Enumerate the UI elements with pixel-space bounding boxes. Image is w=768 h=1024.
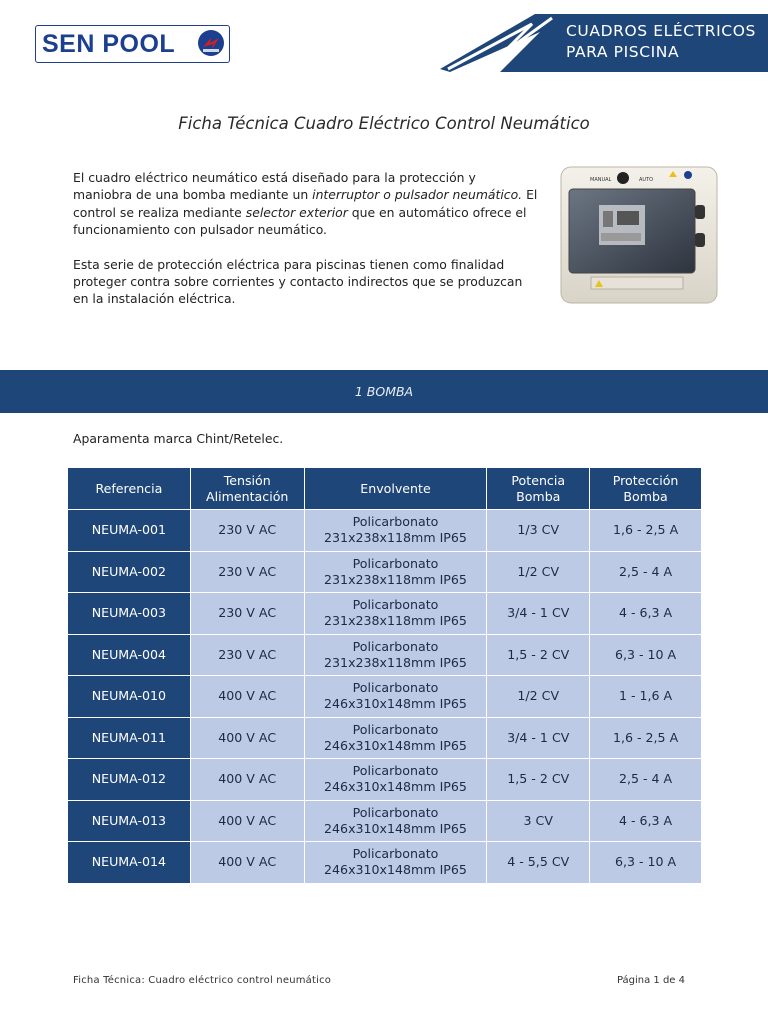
cell-envolvente-size: 246x310x148mm IP65 bbox=[324, 737, 467, 753]
cell-proteccion: 2,5 - 4 A bbox=[590, 759, 702, 801]
header-envolvente-label: Envolvente bbox=[360, 480, 431, 496]
banner-text bbox=[566, 21, 756, 63]
cell-potencia: 1/2 CV bbox=[487, 551, 590, 593]
cell-proteccion: 4 - 6,3 A bbox=[590, 800, 702, 842]
footer-page-number: Página 1 de 4 bbox=[616, 975, 685, 986]
cell-proteccion: 6,3 - 10 A bbox=[590, 842, 702, 884]
cell-envolvente bbox=[304, 510, 487, 552]
cell-potencia: 3/4 - 1 CV bbox=[487, 717, 590, 759]
cell-potencia: 3/4 - 1 CV bbox=[487, 593, 590, 635]
cell-referencia: NEUMA-013 bbox=[68, 800, 191, 842]
cell-envolvente-size: 231x238x118mm IP65 bbox=[324, 530, 467, 546]
cell-tension: 230 V AC bbox=[190, 510, 304, 552]
cell-envolvente-material: Policarbonato bbox=[352, 721, 439, 737]
cell-envolvente-size: 246x310x148mm IP65 bbox=[324, 862, 467, 878]
cell-tension: 400 V AC bbox=[190, 842, 304, 884]
cell-tension: 230 V AC bbox=[190, 593, 304, 635]
cell-potencia: 1/3 CV bbox=[487, 510, 590, 552]
header-tension bbox=[190, 468, 304, 510]
footer-document-title: Ficha Técnica: Cuadro eléctrico control neumático bbox=[73, 975, 332, 986]
cell-proteccion: 1 - 1,6 A bbox=[590, 676, 702, 718]
page-title: Ficha Técnica Cuadro Eléctrico Control Neumático bbox=[178, 114, 590, 133]
header-tension-line1: Tensión bbox=[223, 472, 271, 488]
cell-envolvente bbox=[304, 717, 487, 759]
cell-proteccion: 6,3 - 10 A bbox=[590, 634, 702, 676]
cell-proteccion: 4 - 6,3 A bbox=[590, 593, 702, 635]
cell-potencia: 3 CV bbox=[487, 800, 590, 842]
header-envolvente bbox=[304, 468, 487, 510]
cell-referencia: NEUMA-011 bbox=[68, 717, 191, 759]
cell-referencia: NEUMA-001 bbox=[68, 510, 191, 552]
cell-envolvente-size: 231x238x118mm IP65 bbox=[324, 613, 467, 629]
intro-p1-text-b: El control se realiza mediante bbox=[73, 187, 538, 220]
table-row bbox=[68, 842, 702, 884]
cell-proteccion: 1,6 - 2,5 A bbox=[590, 717, 702, 759]
cell-referencia: NEUMA-004 bbox=[68, 634, 191, 676]
intro-paragraph-1 bbox=[73, 169, 538, 239]
header-potencia-line2: Bomba bbox=[516, 488, 561, 504]
cell-potencia: 4 - 5,5 CV bbox=[487, 842, 590, 884]
cell-referencia: NEUMA-014 bbox=[68, 842, 191, 884]
intro-p1-emphasis-2: selector exterior bbox=[245, 204, 348, 220]
cell-envolvente-size: 231x238x118mm IP65 bbox=[324, 571, 467, 587]
cell-envolvente-size: 231x238x118mm IP65 bbox=[324, 654, 467, 670]
banner-line-2: PARA PISCINA bbox=[566, 43, 680, 61]
header-potencia bbox=[487, 468, 590, 510]
cell-envolvente-material: Policarbonato bbox=[352, 638, 439, 654]
intro-text bbox=[73, 169, 538, 325]
cell-envolvente-size: 246x310x148mm IP65 bbox=[324, 820, 467, 836]
cell-envolvente bbox=[304, 551, 487, 593]
cell-envolvente-size: 246x310x148mm IP65 bbox=[324, 779, 467, 795]
cell-envolvente-material: Policarbonato bbox=[352, 804, 439, 820]
cell-envolvente bbox=[304, 634, 487, 676]
table-row bbox=[68, 551, 702, 593]
cell-tension: 230 V AC bbox=[190, 551, 304, 593]
cell-potencia: 1,5 - 2 CV bbox=[487, 634, 590, 676]
cell-envolvente bbox=[304, 800, 487, 842]
header-proteccion bbox=[590, 468, 702, 510]
header-potencia-line1: Potencia bbox=[511, 472, 566, 488]
header-referencia-label: Referencia bbox=[95, 480, 163, 496]
logo-text: SEN POOL bbox=[42, 29, 176, 58]
cell-potencia: 1,5 - 2 CV bbox=[487, 759, 590, 801]
header-proteccion-line1: Protección bbox=[612, 472, 679, 488]
intro-paragraph-2: Esta serie de protección eléctrica para piscinas tienen como finalidad proteger contra sobre corrientes y contacto indirectos que se produzcan en la instalación eléctrica. bbox=[73, 256, 523, 307]
header-proteccion-line2: Bomba bbox=[623, 488, 668, 504]
cell-referencia: NEUMA-002 bbox=[68, 551, 191, 593]
intro-p1-emphasis-1: interruptor o pulsador neumático. bbox=[312, 187, 523, 203]
logo-mark-icon bbox=[197, 29, 225, 57]
brand-logo bbox=[35, 25, 230, 63]
cell-proteccion: 1,6 - 2,5 A bbox=[590, 510, 702, 552]
table-row bbox=[68, 676, 702, 718]
section-title: 1 BOMBA bbox=[354, 384, 414, 399]
cell-envolvente bbox=[304, 676, 487, 718]
cell-envolvente-material: Policarbonato bbox=[352, 555, 439, 571]
banner-line-1: CUADROS ELÉCTRICOS bbox=[566, 22, 756, 40]
cell-envolvente bbox=[304, 842, 487, 884]
table-row bbox=[68, 510, 702, 552]
table-row bbox=[68, 717, 702, 759]
cell-envolvente-material: Policarbonato bbox=[352, 680, 439, 696]
cell-proteccion: 2,5 - 4 A bbox=[590, 551, 702, 593]
cell-referencia: NEUMA-010 bbox=[68, 676, 191, 718]
cell-tension: 400 V AC bbox=[190, 759, 304, 801]
section-title-bar bbox=[0, 370, 768, 413]
cell-potencia: 1/2 CV bbox=[487, 676, 590, 718]
cell-envolvente bbox=[304, 593, 487, 635]
table-row bbox=[68, 759, 702, 801]
cell-tension: 400 V AC bbox=[190, 717, 304, 759]
product-label-auto: AUTO bbox=[639, 177, 654, 183]
cell-envolvente-material: Policarbonato bbox=[352, 597, 439, 613]
cell-tension: 400 V AC bbox=[190, 800, 304, 842]
table-row bbox=[68, 593, 702, 635]
intro-p1-text-a: El cuadro eléctrico neumático está diseñado para la protección y maniobra de una bomba mediante un bbox=[73, 170, 476, 203]
cell-tension: 230 V AC bbox=[190, 634, 304, 676]
table-header-row bbox=[68, 468, 702, 510]
product-image bbox=[555, 163, 725, 311]
cell-envolvente bbox=[304, 759, 487, 801]
cell-envolvente-material: Policarbonato bbox=[352, 514, 439, 530]
cell-referencia: NEUMA-003 bbox=[68, 593, 191, 635]
table-row bbox=[68, 800, 702, 842]
cell-referencia: NEUMA-012 bbox=[68, 759, 191, 801]
table-row bbox=[68, 634, 702, 676]
spec-table bbox=[67, 467, 702, 884]
cell-tension: 400 V AC bbox=[190, 676, 304, 718]
cell-envolvente-material: Policarbonato bbox=[352, 763, 439, 779]
apparatus-note: Aparamenta marca Chint/Retelec. bbox=[73, 431, 284, 446]
header-tension-line2: Alimentación bbox=[206, 488, 289, 504]
cell-envolvente-material: Policarbonato bbox=[352, 846, 439, 862]
header-referencia bbox=[68, 468, 191, 510]
intro-p1-text-c: que en automático ofrece el funcionamiento con pulsador neumático. bbox=[73, 204, 527, 238]
product-label-manual: MANUAL bbox=[590, 177, 612, 183]
cell-envolvente-size: 246x310x148mm IP65 bbox=[324, 696, 467, 712]
